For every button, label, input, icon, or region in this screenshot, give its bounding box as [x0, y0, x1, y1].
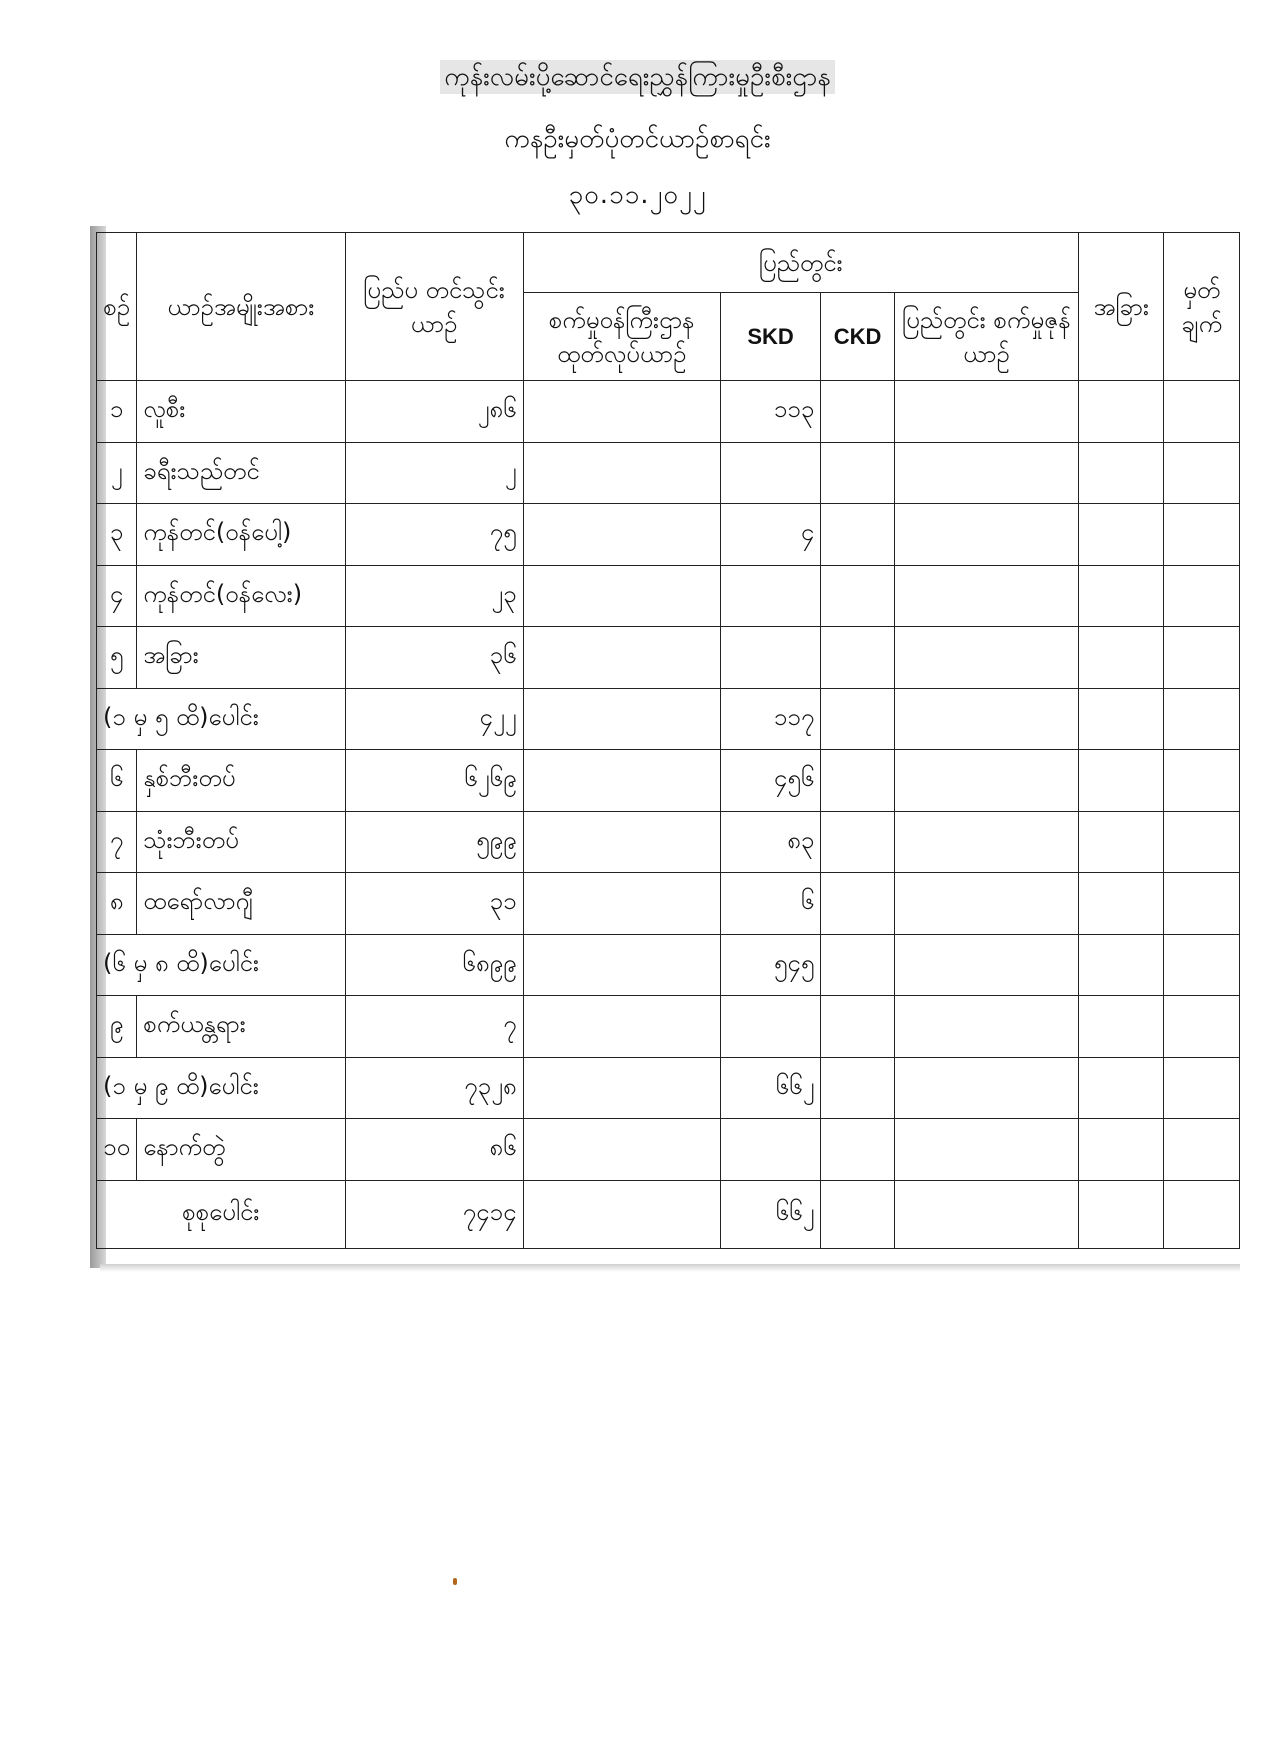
cell-imported: ၇၄၁၄ [345, 1180, 523, 1248]
cell-ministry [523, 873, 720, 935]
table-row [97, 627, 1240, 689]
row-number: ၄ [97, 565, 137, 627]
cell-local [894, 1057, 1078, 1119]
cell-skd: ၁၁၃ [720, 381, 821, 443]
cell-ministry [523, 934, 720, 996]
table-row [97, 381, 1240, 443]
cell-remarks [1164, 565, 1240, 627]
cell-imported: ၆၂၆၉ [345, 750, 523, 812]
table-row [97, 565, 1240, 627]
cell-ministry [523, 381, 720, 443]
cell-ckd [821, 934, 894, 996]
table-row [97, 1119, 1240, 1181]
cell-remarks [1164, 1119, 1240, 1181]
department-title-text: ကုန်းလမ်းပို့ဆောင်ရေးညွှန်ကြားမှုဦးစီးဌာန [440, 60, 835, 94]
cell-skd: ၆၆၂ [720, 1180, 821, 1248]
cell-skd: ၆၆၂ [720, 1057, 821, 1119]
cell-ministry [523, 442, 720, 504]
cell-local [894, 750, 1078, 812]
row-number: ၂ [97, 442, 137, 504]
header-local-assembly: ပြည်တွင်း စက်မှုဇုန်ယာဉ် [894, 293, 1078, 381]
cell-skd [720, 627, 821, 689]
cell-other [1078, 811, 1164, 873]
cell-ministry [523, 688, 720, 750]
table-row [97, 1180, 1240, 1248]
cell-remarks [1164, 934, 1240, 996]
table-row [97, 996, 1240, 1058]
cell-ckd [821, 1057, 894, 1119]
cell-ministry [523, 811, 720, 873]
table-row [97, 750, 1240, 812]
cell-local [894, 811, 1078, 873]
vehicle-type: အခြား [137, 627, 345, 689]
cell-imported: ၃၁ [345, 873, 523, 935]
cell-other [1078, 996, 1164, 1058]
table-row [97, 811, 1240, 873]
cell-other [1078, 381, 1164, 443]
cell-local [894, 996, 1078, 1058]
row-number: ၈ [97, 873, 137, 935]
cell-other [1078, 1119, 1164, 1181]
cell-skd: ၄၅၆ [720, 750, 821, 812]
cell-ministry [523, 627, 720, 689]
cell-skd: ၅၄၅ [720, 934, 821, 996]
header-other: အခြား [1078, 233, 1164, 381]
row-number: ၅ [97, 627, 137, 689]
cell-ckd [821, 750, 894, 812]
header-ckd: CKD [821, 293, 894, 381]
subtotal-label: (၆ မှ ၈ ထိ)ပေါင်း [97, 934, 346, 996]
cell-local [894, 873, 1078, 935]
cell-ckd [821, 873, 894, 935]
vehicle-type: ကုန်တင်(ဝန်လေး) [137, 565, 345, 627]
cell-other [1078, 873, 1164, 935]
table-row [97, 504, 1240, 566]
cell-ckd [821, 504, 894, 566]
header-vehicle-type: ယာဉ်အမျိုးအစား [137, 233, 345, 381]
cell-ministry [523, 1119, 720, 1181]
header-no: စဉ် [97, 233, 137, 381]
vehicle-type: နှစ်ဘီးတပ် [137, 750, 345, 812]
cell-imported: ၃၆ [345, 627, 523, 689]
row-number: ၁၀ [97, 1119, 137, 1181]
cell-remarks [1164, 381, 1240, 443]
cell-imported: ၂၃ [345, 565, 523, 627]
table-row [97, 934, 1240, 996]
cell-local [894, 688, 1078, 750]
cell-ckd [821, 996, 894, 1058]
row-number: ၆ [97, 750, 137, 812]
cell-remarks [1164, 811, 1240, 873]
cell-other [1078, 627, 1164, 689]
cell-skd: ၄ [720, 504, 821, 566]
cell-remarks [1164, 996, 1240, 1058]
cell-ckd [821, 381, 894, 443]
cell-skd [720, 442, 821, 504]
cell-other [1078, 442, 1164, 504]
cell-ckd [821, 627, 894, 689]
cell-ckd [821, 1119, 894, 1181]
cell-imported: ၅၉၉ [345, 811, 523, 873]
subtotal-label: (၁ မှ ၅ ထိ)ပေါင်း [97, 688, 346, 750]
registration-table [96, 232, 1240, 1249]
header-ministry-made: စက်မှုဝန်ကြီးဌာန ထုတ်လုပ်ယာဉ် [523, 293, 720, 381]
cell-local [894, 627, 1078, 689]
cell-ministry [523, 1180, 720, 1248]
cell-ministry [523, 565, 720, 627]
vehicle-type: ခရီးသည်တင် [137, 442, 345, 504]
cell-local [894, 1119, 1078, 1181]
cell-skd: ၈၃ [720, 811, 821, 873]
row-number: ၉ [97, 996, 137, 1058]
table-body [97, 381, 1240, 1249]
cell-remarks [1164, 627, 1240, 689]
subtotal-label: (၁ မှ ၉ ထိ)ပေါင်း [97, 1057, 346, 1119]
vehicle-type: စက်ယန္တရား [137, 996, 345, 1058]
cell-local [894, 442, 1078, 504]
cell-skd: ၆ [720, 873, 821, 935]
cell-remarks [1164, 750, 1240, 812]
cell-other [1078, 688, 1164, 750]
cell-ckd [821, 1180, 894, 1248]
cell-imported: ၇၃၂၈ [345, 1057, 523, 1119]
cell-remarks [1164, 1057, 1240, 1119]
cell-other [1078, 1180, 1164, 1248]
cell-skd [720, 996, 821, 1058]
row-number: ၁ [97, 381, 137, 443]
cell-imported: ၈၆ [345, 1119, 523, 1181]
cell-imported: ၇ [345, 996, 523, 1058]
vehicle-type: ထရော်လာဂျီ [137, 873, 345, 935]
header-remarks: မှတ် ချက် [1164, 233, 1240, 381]
cell-remarks [1164, 1180, 1240, 1248]
vehicle-type: ကုန်တင်(ဝန်ပေါ့) [137, 504, 345, 566]
grand-total-label: စုစုပေါင်း [97, 1180, 346, 1248]
cell-other [1078, 565, 1164, 627]
cell-remarks [1164, 504, 1240, 566]
cell-local [894, 934, 1078, 996]
cell-other [1078, 934, 1164, 996]
header-skd: SKD [720, 293, 821, 381]
cell-imported: ၂ [345, 442, 523, 504]
cell-ministry [523, 1057, 720, 1119]
cell-remarks [1164, 688, 1240, 750]
cell-imported: ၄၂၂ [345, 688, 523, 750]
vehicle-type: လူစီး [137, 381, 345, 443]
paper-speck [453, 1578, 457, 1585]
table-row [97, 442, 1240, 504]
cell-local [894, 1180, 1078, 1248]
cell-ckd [821, 442, 894, 504]
cell-skd: ၁၁၇ [720, 688, 821, 750]
row-number: ၃ [97, 504, 137, 566]
cell-ckd [821, 811, 894, 873]
cell-skd [720, 1119, 821, 1181]
cell-ministry [523, 504, 720, 566]
cell-imported: ၆၈၉၉ [345, 934, 523, 996]
cell-imported: ၂၈၆ [345, 381, 523, 443]
cell-ministry [523, 750, 720, 812]
header-imported: ပြည်ပ တင်သွင်းယာဉ် [345, 233, 523, 381]
cell-ckd [821, 688, 894, 750]
cell-local [894, 381, 1078, 443]
vehicle-type: သုံးဘီးတပ် [137, 811, 345, 873]
department-title [0, 62, 1275, 92]
cell-remarks [1164, 873, 1240, 935]
cell-remarks [1164, 442, 1240, 504]
vehicle-type: နောက်တွဲ [137, 1119, 345, 1181]
cell-other [1078, 750, 1164, 812]
row-number: ၇ [97, 811, 137, 873]
header-domestic-group: ပြည်တွင်း [523, 233, 1078, 293]
scan-bottom-shadow [100, 1264, 1240, 1272]
cell-local [894, 504, 1078, 566]
cell-local [894, 565, 1078, 627]
cell-other [1078, 1057, 1164, 1119]
cell-skd [720, 565, 821, 627]
table-row [97, 1057, 1240, 1119]
table-row [97, 688, 1240, 750]
cell-imported: ၇၅ [345, 504, 523, 566]
cell-ckd [821, 565, 894, 627]
report-date: ၃၀.၁၁.၂၀၂၂ [568, 180, 707, 210]
report-title: ကနဦးမှတ်ပုံတင်ယာဉ်စာရင်း [504, 124, 771, 154]
table-row [97, 873, 1240, 935]
cell-other [1078, 504, 1164, 566]
cell-ministry [523, 996, 720, 1058]
